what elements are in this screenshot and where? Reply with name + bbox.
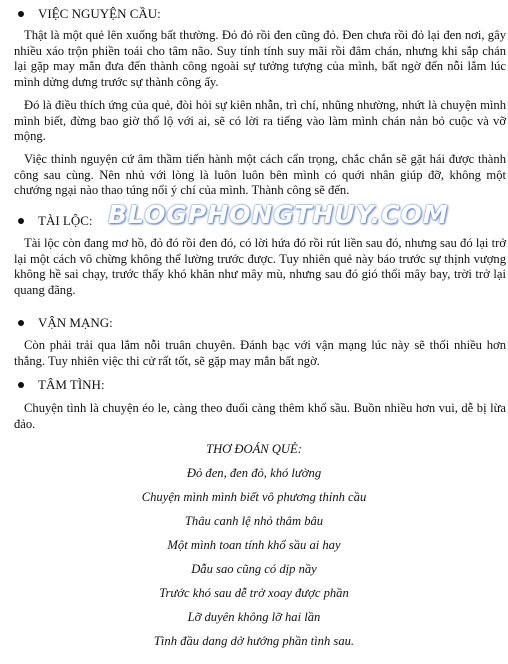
- poem-line: Trước khó sau dễ trở xoay được phần: [159, 586, 349, 600]
- poem-title: THƠ ĐOÁN QUẺ:: [206, 442, 302, 456]
- paragraph: Việc thỉnh nguyện cứ âm thầm tiến hành một cách cẩn trọng, chắc chắn sẽ gặt hái được thành công sau cùng. Nên nhủ với lòng là luôn luôn bên mình có quới nhân giúp đỡ, không một chướng ngại nào thao túng nổi ý chí của mình. Thành công sẽ đến.: [14, 152, 506, 198]
- poem-line: Thâu canh lệ nhỏ thâm bâu: [184, 514, 324, 528]
- bullet-icon: [18, 218, 24, 224]
- bullet-icon: [18, 382, 24, 388]
- paragraph: Thật là một quẻ lên xuống bất thường. Đỏ đỏ rồi đen cũng đỏ. Đen chưa rồi đỏ lại đen nơi, gây nhiều xáo trộn phiền toái cho tâm não. Suy tính tính suy mãi rồi đâm chán, nhưng khi sắp chán lại gặp may mắn đưa đến thành công ngoài sự tưởng tượng của mình, bất ngờ đến nỗi lắm lúc mình dửng dưng trước sự thành công ấy.: [14, 28, 506, 89]
- bullet-icon: [18, 11, 24, 17]
- poem-line: Tình đầu dang dở hướng phần tình sau.: [153, 634, 355, 648]
- paragraph: Tài lộc còn đang mơ hồ, đỏ đó rồi đen đó, có lời hứa đó rồi rút liền sau đó, nhưng sau đó lại trở lại một cách vô chừng không thể lường trước được. Tuy nhiên quẻ này báo trước sự thịnh vượng không hề sai chạy, trước thấy khó khăn như mây mù, nhưng sau đó gió thổi mây bay, trời trở lại quang đãng.: [14, 236, 506, 297]
- section-heading-van-mang: VẬN MẠNG:: [14, 315, 113, 331]
- paragraph: Còn phải trải qua lắm nỗi truân chuyên. Đánh bạc với vận mạng lúc này sẽ thối nhiều hơn thắng. Tuy nhiên việc thi cử rất tốt, sẽ gặp may mắn bất ngờ.: [14, 338, 506, 368]
- poem-line: Một mình toan tính khổ sầu ai hay: [167, 538, 341, 552]
- section-heading-tai-loc: TÀI LỘC:: [14, 213, 93, 229]
- poem-line: Lỡ duyên không lỡ hai lần: [187, 610, 321, 624]
- paragraph: Chuyện tình là chuyện éo le, càng theo đuổi càng thêm khổ sầu. Buồn nhiều hơn vui, dễ bị lừa đảo.: [14, 401, 506, 431]
- poem-line: Dẫu sao cũng có dịp nầy: [191, 562, 317, 576]
- bullet-icon: [18, 320, 24, 326]
- poem: [0, 437, 508, 653]
- paragraph: Đó là điều thích ứng của quẻ, đòi hỏi sự kiên nhẫn, trì chí, nhũng nhường, nhứt là chuyện mình mình biết, đừng bao giờ thổ lộ với ai, sẽ có lời ra tiếng vào làm mình chán nản bỏ cuộc và vỡ mộng.: [14, 98, 506, 144]
- poem-line: Đỏ đen, đen đỏ, khó lường: [186, 466, 322, 480]
- section-heading-nguyen-cau: VIỆC NGUYỆN CẦU:: [14, 6, 161, 22]
- section-heading-tam-tinh: TÂM TÌNH:: [14, 377, 105, 393]
- watermark-text: BLOGPHONGTHUY.COM: [108, 200, 449, 229]
- poem-line: Chuyện mình mình biết vô phương thỉnh cầu: [141, 490, 367, 504]
